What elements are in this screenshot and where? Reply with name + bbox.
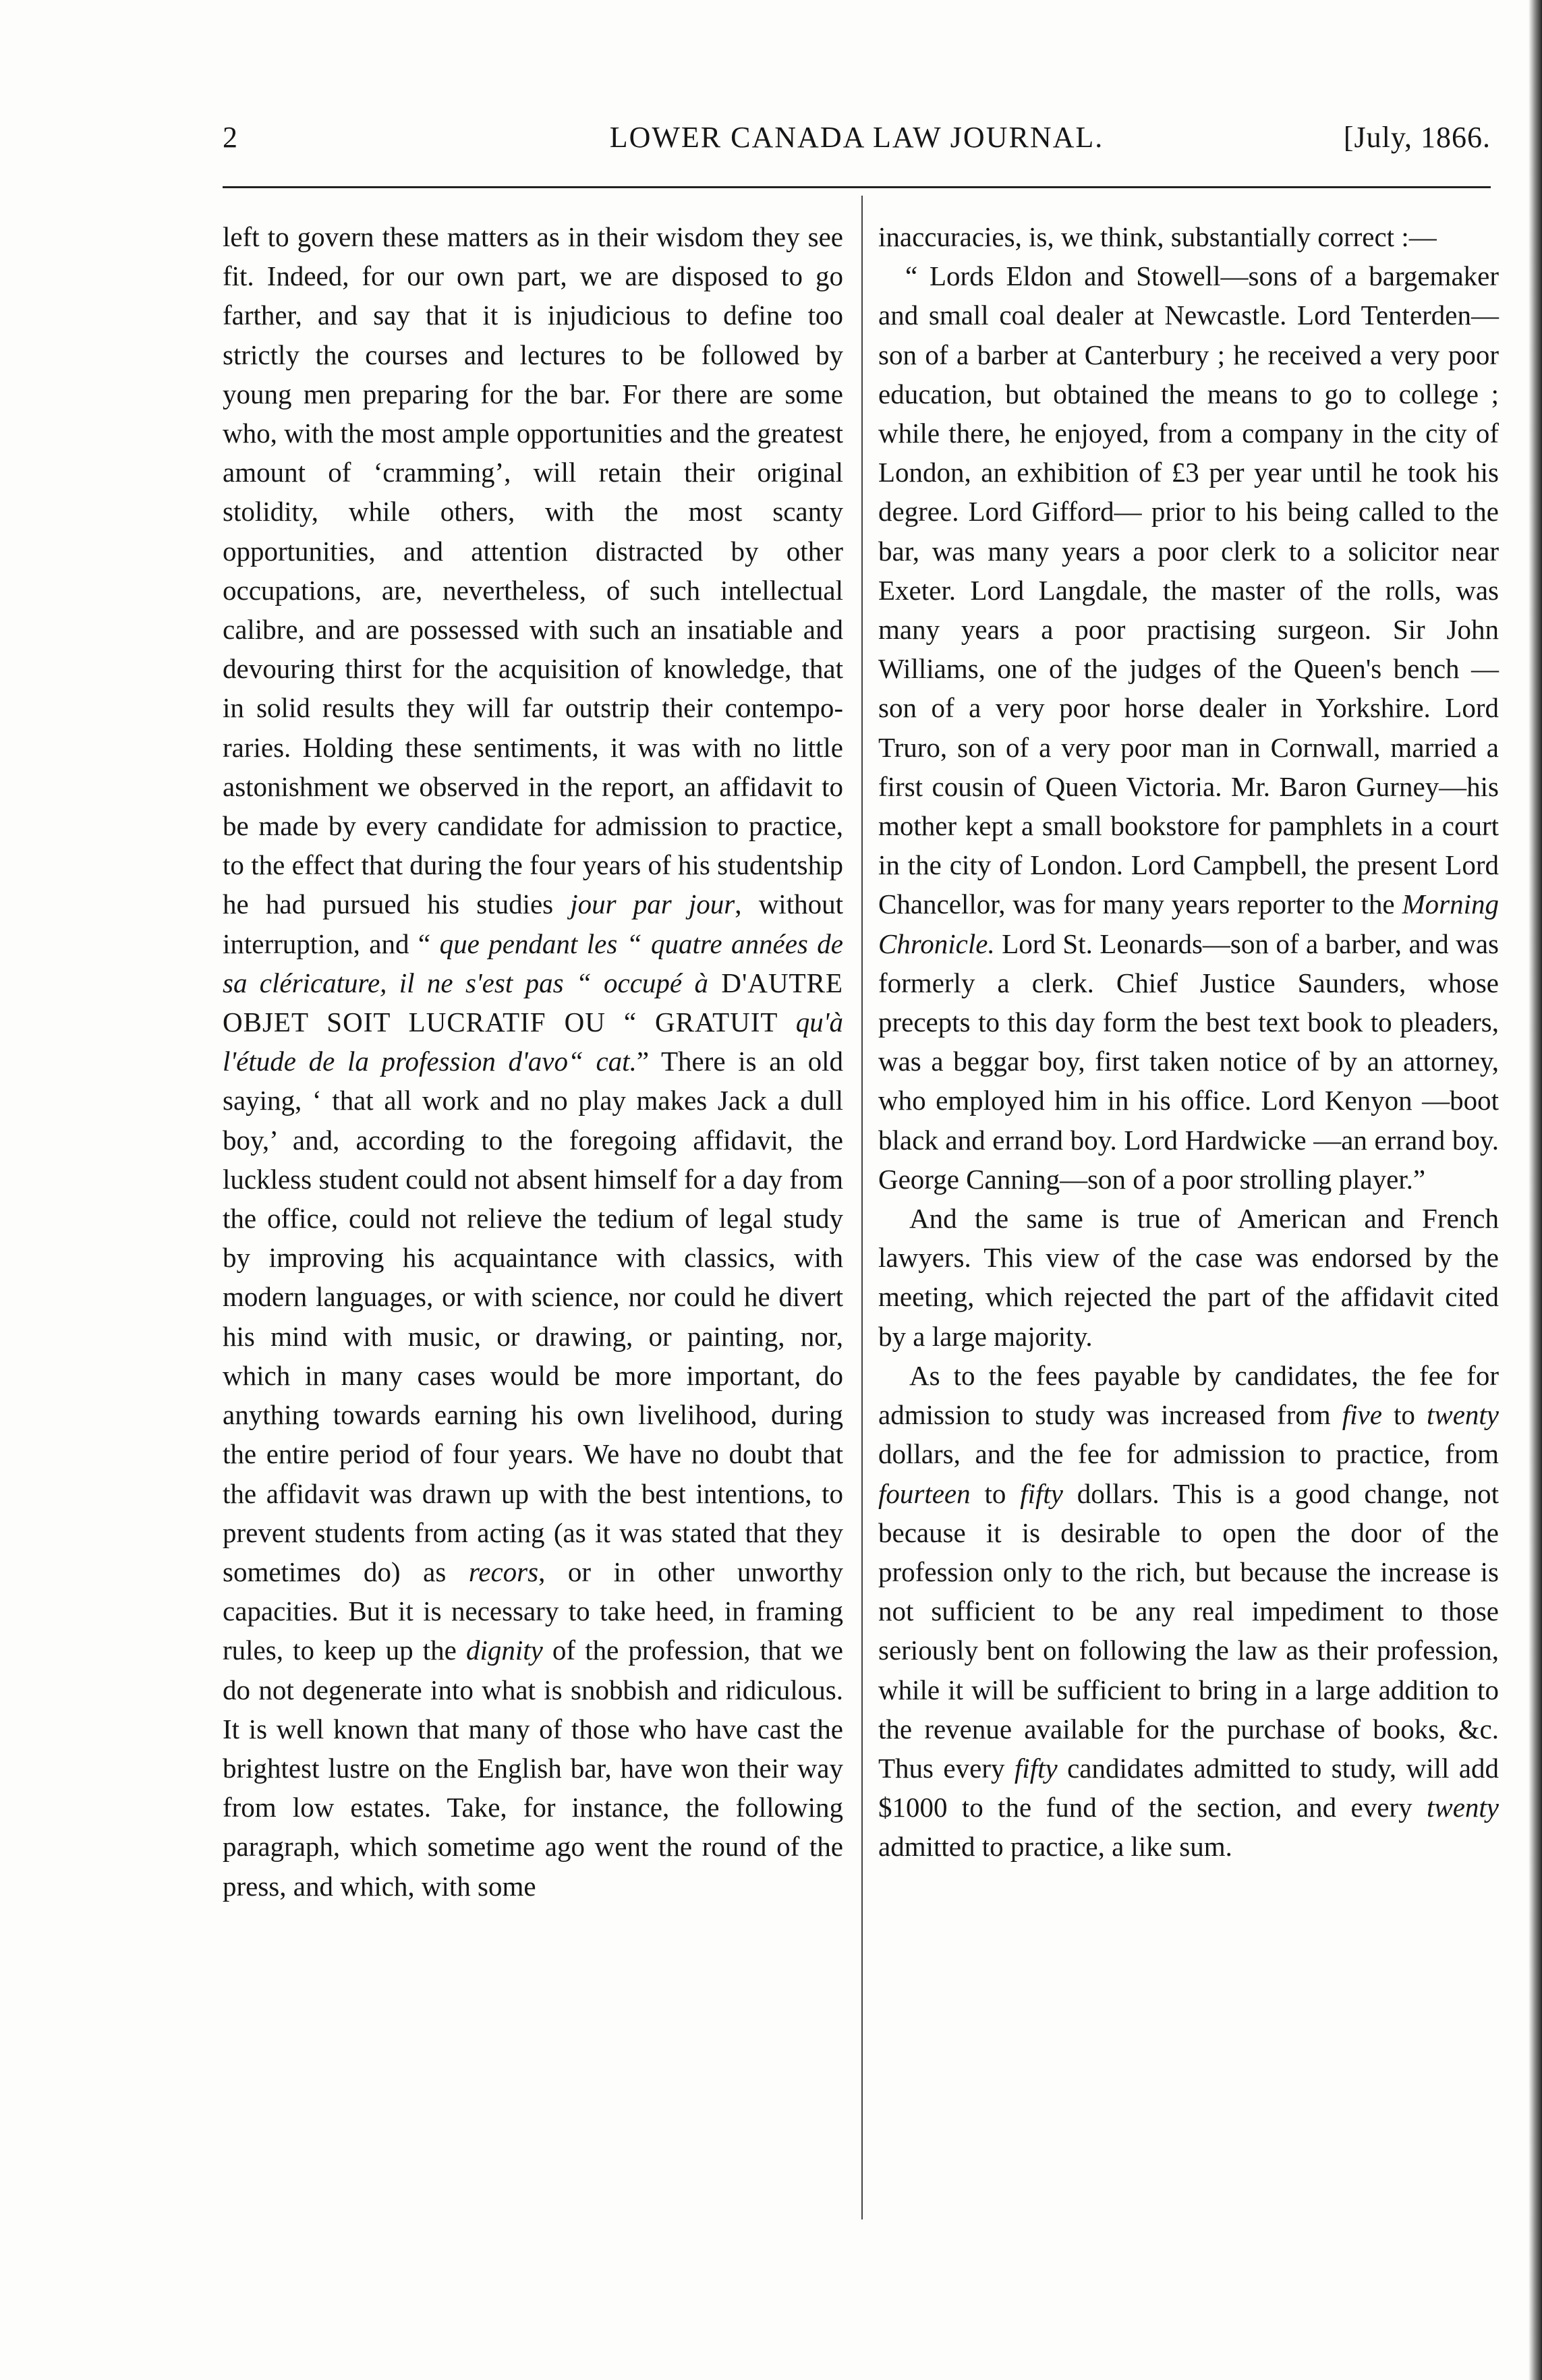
- paragraph-text: , or in other unworthy capacities. But it is necessary to take heed, in framing rules, to keep up the: [223, 1556, 843, 1666]
- issue-date: [July, 1866.: [1343, 121, 1491, 154]
- italic-title: Morning Chronicle.: [878, 888, 1499, 959]
- paragraph-text: ” There is an old saying, ‘ that all work and no play makes Jack a dull boy,’ and, according to the foregoing affidavit, the luckless student could not absent himself for a day from the office, could not relieve the tedium of legal study by improving his acquaintance with classics, with modern languages, or with science, nor could he divert his mind with music, or drawing, or painting, nor, which in many cases would be more important, do anything towards earning his own livelihood, during the entire period of four years. We have no doubt that the affidavit was drawn up with the best intentions, to prevent students from acting (as it was stated that they sometimes do) as: [223, 1046, 843, 1587]
- paragraph-text: dollars, and the fee for admission to practice, from: [878, 1438, 1499, 1470]
- right-column: [878, 217, 1499, 2241]
- block-quotation: [878, 256, 1499, 1199]
- french-quotation: que pendant les “ quatre années de sa cléricature, il ne s'est pas “ occupé à: [223, 928, 843, 998]
- quotation-text: “ Lords Eldon and Stowell—sons of a bargemaker and small coal dealer at Newcastle. Lord Tenterden—son of a barber at Canterbury ; he received a very poor education, but obtained the means to go to college ; while there, he enjoyed, from a company in the city of London, an exhibition of £3 per year until he took his degree. Lord Gifford— prior to his being called to the bar, was many years a poor clerk to a solicitor near Exeter. Lord Langdale, the master of the rolls, was many years a poor practising surgeon. Sir John Williams, one of the judges of the Queen's bench — son of a very poor horse dealer in Yorkshire. Lord Truro, son of a very poor man in Cornwall, married a first cousin of Queen Victoria. Mr. Baron Gurney—his mother kept a small bookstore for pamphlets in a court in the city of London. Lord Campbell, the present Lord Chancellor, was for many years reporter to the: [878, 260, 1499, 920]
- column-divider: [861, 196, 863, 2219]
- paragraph-text: dollars. This is a good change, not because it is desirable to open the door of the profession only to the rich, but because the increase is not sufficient to be any real impediment to those seriously bent on following the law as their profession, while it will be sufficient to bring in a large addition to the revenue available for the purchase of books, &c. Thus every: [878, 1477, 1499, 1784]
- paragraph-text: to: [1381, 1399, 1427, 1431]
- quotation-text: Lord St. Leonards—son of a barber, and was formerly a clerk. Chief Justice Saunders, whose precepts to this day form the best text book to pleaders, was a beggar boy, first taken notice of by an attorney, who employed him in his office. Lord Kenyon —boot black and errand boy. Lord Hardwicke —an errand boy. George Canning—son of a poor strolling player.”: [878, 928, 1499, 1195]
- italic-word: twenty: [1426, 1792, 1499, 1823]
- article-paragraph: inaccuracies, is, we think, substantially correct :—: [878, 221, 1437, 252]
- italic-word: dignity: [465, 1635, 543, 1666]
- italic-word: five: [1342, 1399, 1382, 1431]
- paragraph-text: to: [970, 1477, 1021, 1509]
- journal-title: LOWER CANADA LAW JOURNAL.: [609, 121, 1104, 154]
- article-paragraph: [878, 1356, 1499, 1867]
- italic-word: fifty: [1014, 1752, 1058, 1784]
- header-rule: [223, 186, 1491, 188]
- french-quotation: qu'à l'étude de la profession d'avo“ cat.: [223, 1007, 843, 1077]
- left-column: [223, 217, 843, 2241]
- paragraph-text: candidates admitted to study, will add $1000 to the fund of the section, and every: [878, 1752, 1499, 1823]
- article-paragraph: [223, 217, 843, 1906]
- paragraph-text: left to govern these matters as in their wisdom they see fit. Indeed, for our own part, we are disposed to go farther, and say that it is injudicious to define too strictly the courses and lectures to be followed by young men preparing for the bar. For there are some who, with the most ample opportunities and the greatest amount of ‘cramming’, will retain their original stolidity, while others, with the most scanty opportunities, and attention distracted by other occupations, are, nevertheless, of such intellectual calibre, and are possessed with such an insatiable and devouring thirst for the acquisition of knowledge, that in solid results they will far outstrip their contemporaries. Holding these sentiments, it was with no little astonishment we observed in the report, an affidavit to be made by every candidate for admission to practice, to the effect that during the four years of his studentship he had pursued his studies: [223, 221, 843, 920]
- paragraph-text: , without interruption, and “: [223, 888, 843, 959]
- italic-word: twenty: [1426, 1399, 1499, 1431]
- running-header: [223, 113, 1491, 162]
- page-edge-shadow: [1529, 0, 1542, 2380]
- italic-word: recors: [468, 1556, 539, 1587]
- italic-word: fourteen: [878, 1477, 971, 1509]
- paragraph-text: admitted to practice, a like sum.: [878, 1831, 1232, 1863]
- article-paragraph: And the same is true of American and French lawyers. This view of the case was endorsed by the meeting, which rejected the part of the affidavit cited by a large majority.: [878, 1203, 1499, 1352]
- page-number: 2: [223, 121, 238, 154]
- italic-word: fifty: [1020, 1477, 1063, 1509]
- small-caps-phrase: D'AUTRE OBJET SOIT LUCRATIF OU “ GRATUIT: [223, 967, 843, 1038]
- paragraph-text: As to the fees payable by candidates, the fee for admission to study was increased from: [878, 1359, 1499, 1431]
- italic-phrase: jour par jour: [570, 888, 735, 920]
- paragraph-text: of the profession, that we do not degenerate into what is snobbish and ridiculous. It is well known that many of those who have cast the brightest lustre on the English bar, have won their way from low estates. Take, for instance, the following paragraph, which sometime ago went the round of the press, and which, with some: [223, 1635, 843, 1902]
